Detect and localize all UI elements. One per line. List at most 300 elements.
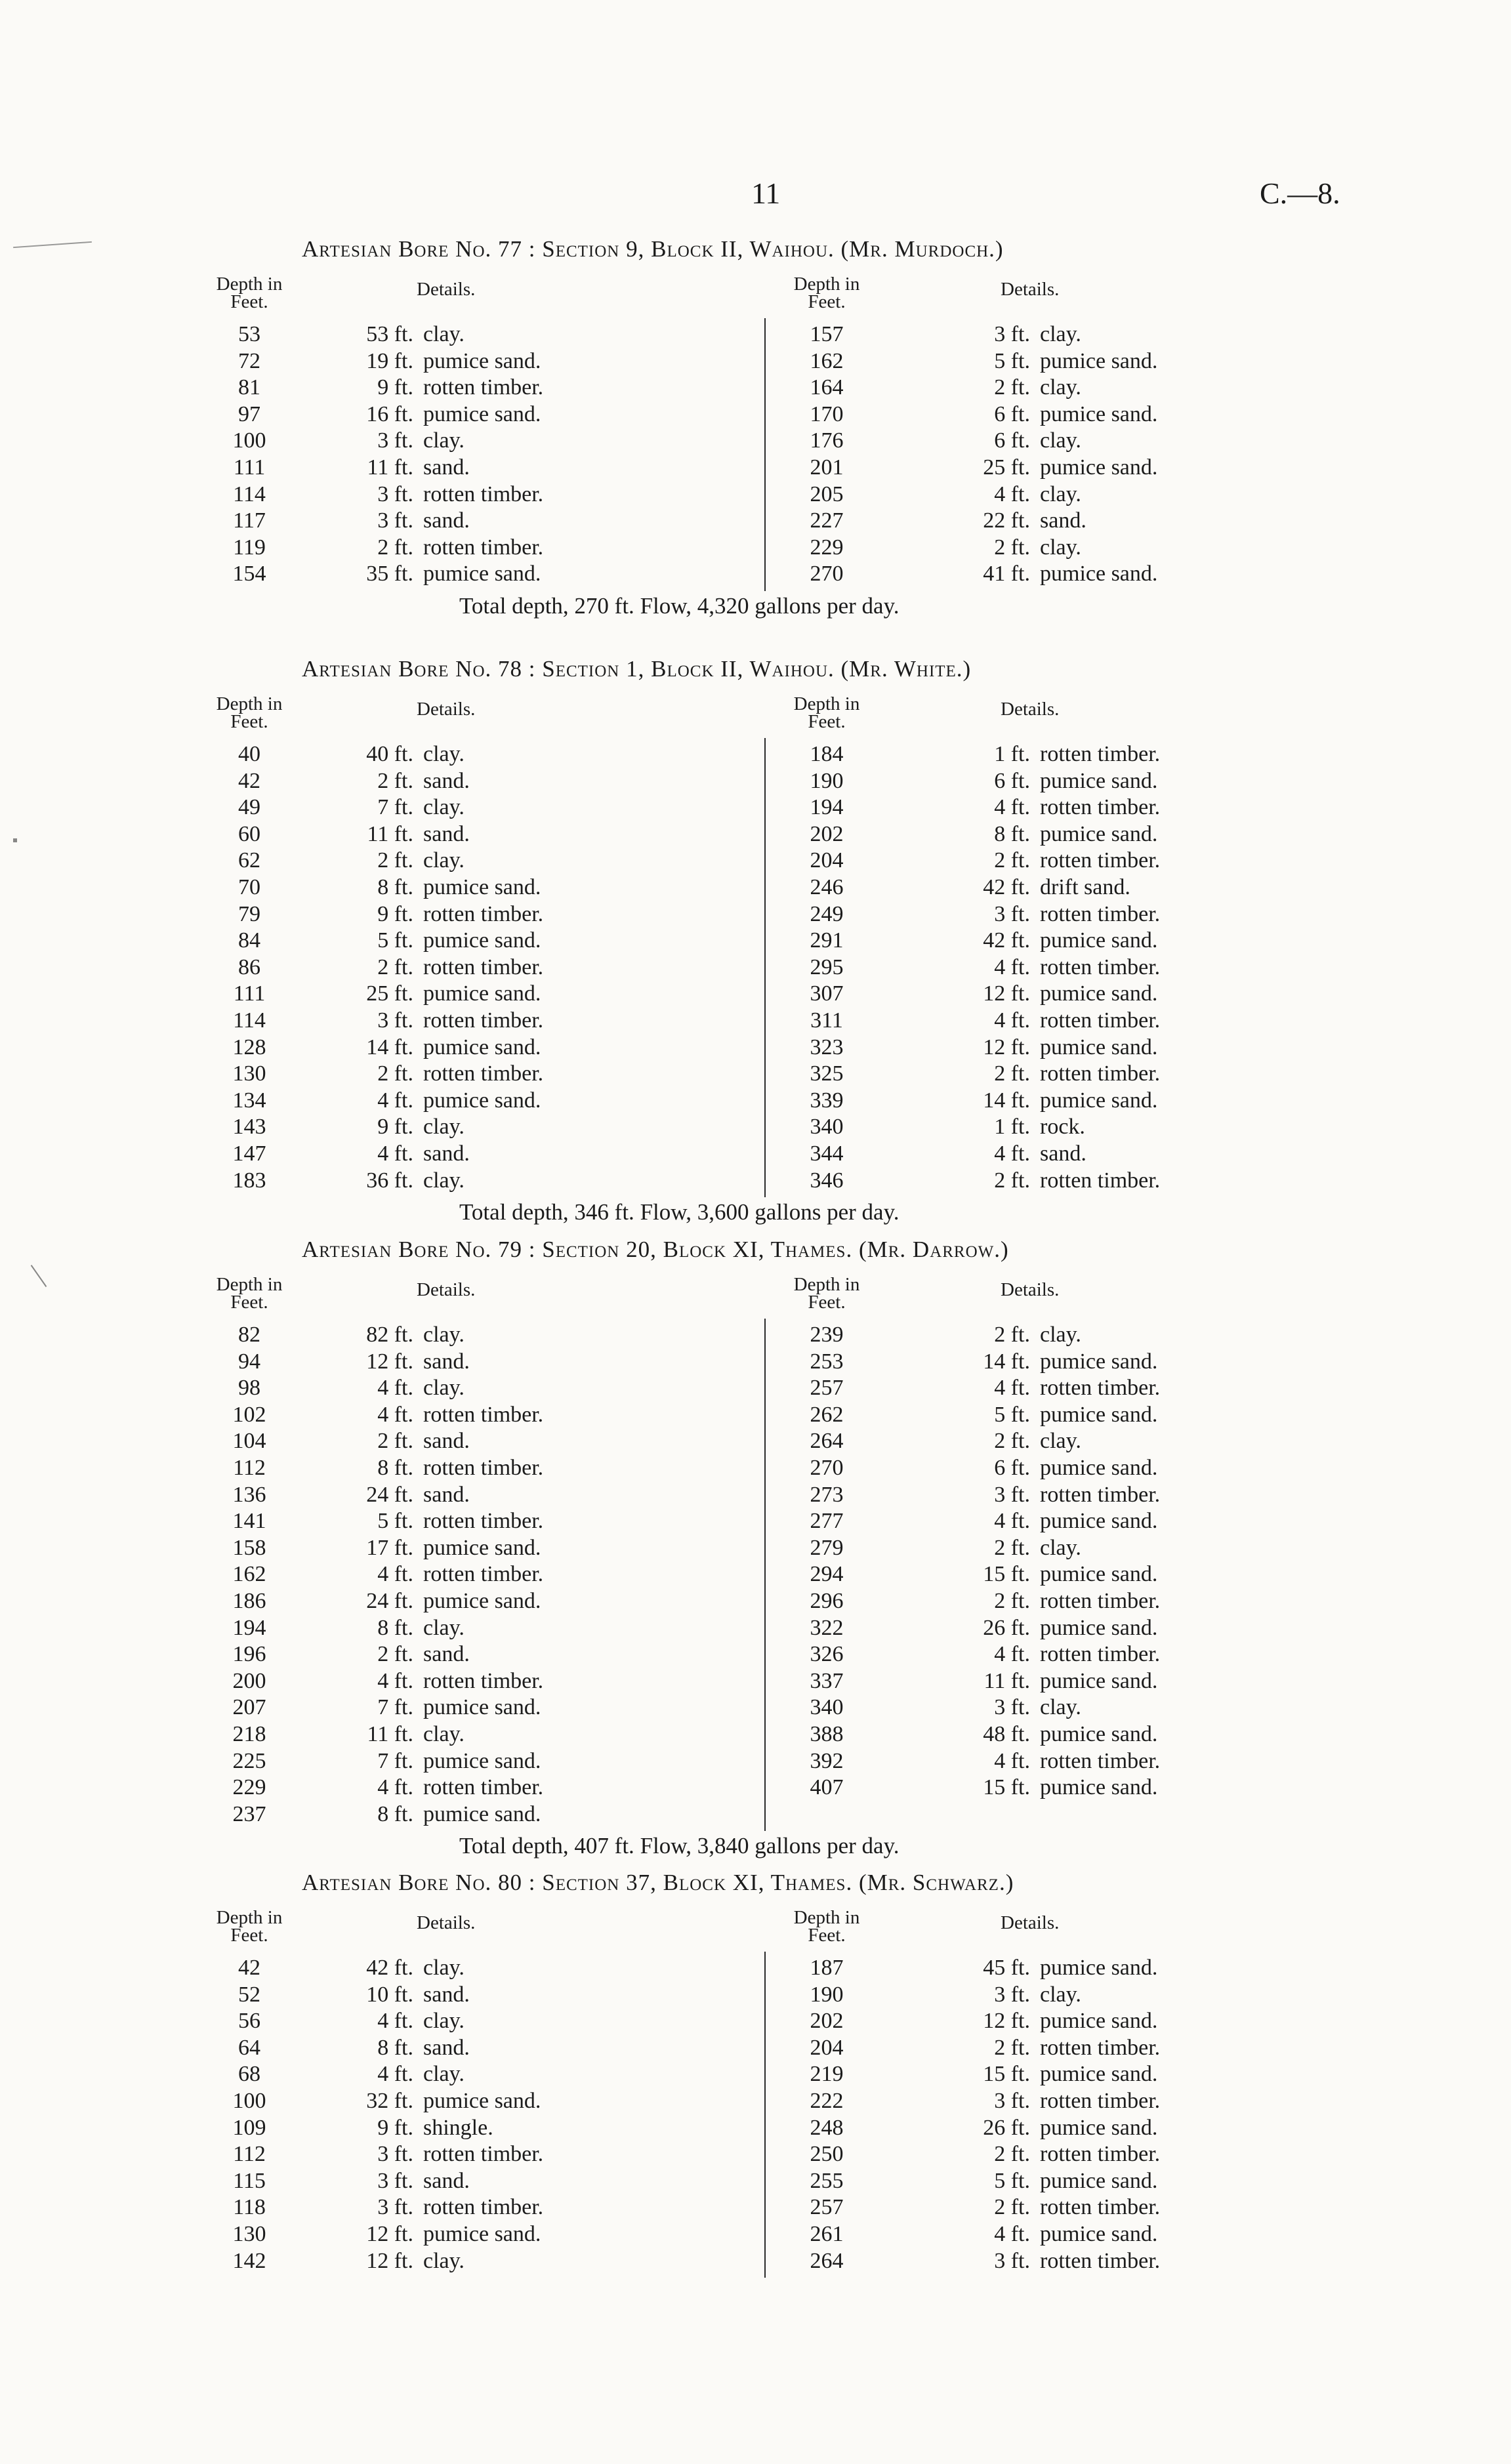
thickness-value: 11 ft. xyxy=(367,821,413,846)
thickness-value: 5 ft. xyxy=(377,1509,413,1534)
depth-value: 112 xyxy=(233,1455,266,1480)
stratum-row xyxy=(774,2194,1233,2221)
stratum-row xyxy=(197,2248,643,2275)
thickness-value: 4 ft. xyxy=(377,1775,413,1800)
thickness-value: 4 ft. xyxy=(994,1141,1030,1166)
material-name: rotten timber. xyxy=(1040,1376,1161,1401)
stratum-row xyxy=(774,1775,1233,1801)
depth-value: 257 xyxy=(810,2195,844,2220)
material-name: shingle. xyxy=(423,2115,493,2140)
stratum-row xyxy=(774,901,1233,928)
thickness-value: 3 ft. xyxy=(994,2248,1030,2273)
depth-value: 176 xyxy=(810,428,844,453)
total-depth: Total depth, 346 ft. xyxy=(459,1199,634,1225)
thickness-value: 25 ft. xyxy=(366,981,413,1006)
thickness-value: 12 ft. xyxy=(983,2009,1030,2034)
material-name: pumice sand. xyxy=(423,1588,541,1613)
material-name: rotten timber. xyxy=(423,1668,544,1693)
depth-value: 225 xyxy=(232,1748,266,1773)
stratum-row xyxy=(774,874,1233,901)
depth-value: 202 xyxy=(810,821,844,846)
material-name: clay. xyxy=(1040,375,1081,400)
material-name: rotten timber. xyxy=(1040,1748,1161,1773)
stratum-row xyxy=(774,1508,1233,1535)
material-name: rotten timber. xyxy=(1040,1482,1161,1507)
stratum-row xyxy=(197,821,643,848)
thickness-value: 15 ft. xyxy=(983,1775,1030,1800)
thickness-value: 6 ft. xyxy=(994,401,1030,426)
stratum-row xyxy=(197,1402,643,1429)
thickness-value: 2 ft. xyxy=(994,1535,1030,1560)
material-name: pumice sand. xyxy=(1040,981,1158,1006)
thickness-value: 4 ft. xyxy=(994,482,1030,506)
depth-value: 205 xyxy=(810,482,844,506)
thickness-value: 15 ft. xyxy=(983,2062,1030,2087)
thickness-value: 22 ft. xyxy=(983,508,1030,533)
material-name: sand. xyxy=(423,1642,470,1667)
depth-value: 253 xyxy=(810,1349,844,1374)
stratum-row xyxy=(774,1035,1233,1061)
material-name: rotten timber. xyxy=(1040,1168,1161,1193)
material-name: clay. xyxy=(1040,482,1081,506)
depth-value: 157 xyxy=(810,322,844,346)
stratum-row xyxy=(774,1482,1233,1509)
stratum-row xyxy=(197,2221,643,2248)
scan-mark xyxy=(13,838,17,842)
stratum-row xyxy=(774,741,1233,768)
depth-value: 194 xyxy=(810,795,844,820)
depth-value: 295 xyxy=(810,955,844,979)
thickness-value: 4 ft. xyxy=(994,955,1030,979)
material-name: pumice sand. xyxy=(1040,1349,1158,1374)
stratum-row xyxy=(197,1801,643,1828)
depth-value: 164 xyxy=(810,375,844,400)
thickness-value: 45 ft. xyxy=(983,1956,1030,1980)
bore-label: Artesian Bore No. 79 xyxy=(302,1237,523,1262)
thickness-value: 8 ft. xyxy=(377,1455,413,1480)
thickness-value: 2 ft. xyxy=(377,1642,413,1667)
depth-value: 184 xyxy=(810,742,844,766)
depth-value: 128 xyxy=(232,1035,266,1059)
bore-title: Artesian Bore No. 79 : Section 20, Block XI, Thames. (Mr. Darrow.) xyxy=(302,1237,1009,1262)
thickness-value: 3 ft. xyxy=(994,1482,1030,1507)
depth-value: 111 xyxy=(233,455,266,480)
depth-value: 97 xyxy=(238,401,260,426)
stratum-row xyxy=(197,2141,643,2168)
bore-owner: (Mr. Murdoch.) xyxy=(840,236,1004,262)
depth-value: 117 xyxy=(233,508,266,533)
depth-value: 250 xyxy=(810,2142,844,2167)
depth-value: 130 xyxy=(232,2221,266,2246)
details-header: Details. xyxy=(1001,1279,1060,1300)
thickness-value: 25 ft. xyxy=(983,455,1030,480)
column-divider xyxy=(764,1952,766,2278)
thickness-value: 1 ft. xyxy=(994,742,1030,766)
details-header: Details. xyxy=(417,699,476,720)
bore-owner: (Mr. White.) xyxy=(840,656,972,682)
depth-value: 109 xyxy=(232,2115,266,2140)
stratum-row xyxy=(774,2061,1233,2088)
scan-mark xyxy=(31,1265,47,1287)
stratum-row xyxy=(197,428,643,455)
material-name: clay. xyxy=(1040,1323,1081,1347)
depth-value: 229 xyxy=(232,1775,266,1800)
material-name: rotten timber. xyxy=(1040,1642,1161,1667)
depth-value: 307 xyxy=(810,981,844,1006)
material-name: rotten timber. xyxy=(423,1775,544,1800)
stratum-row xyxy=(197,1721,643,1748)
depth-value: 142 xyxy=(232,2248,266,2273)
depth-value: 322 xyxy=(810,1615,844,1640)
depth-value: 134 xyxy=(232,1088,266,1113)
material-name: sand. xyxy=(423,1982,470,2007)
thickness-value: 5 ft. xyxy=(994,2168,1030,2193)
material-name: pumice sand. xyxy=(1040,2062,1158,2087)
flow-rate: Flow, 3,600 gallons per day. xyxy=(640,1199,900,1225)
material-name: pumice sand. xyxy=(423,1088,541,1113)
material-name: clay. xyxy=(1040,1429,1081,1454)
depth-value: 326 xyxy=(810,1642,844,1667)
depth-value: 219 xyxy=(810,2062,844,2087)
depth-value: 392 xyxy=(810,1748,844,1773)
material-name: sand. xyxy=(423,1482,470,1507)
thickness-value: 4 ft. xyxy=(994,2221,1030,2246)
stratum-row xyxy=(197,981,643,1008)
thickness-value: 3 ft. xyxy=(377,2195,413,2220)
depth-value: 264 xyxy=(810,2248,844,2273)
material-name: rotten timber. xyxy=(423,482,544,506)
thickness-value: 3 ft. xyxy=(377,2168,413,2193)
thickness-value: 9 ft. xyxy=(377,1115,413,1140)
material-name: clay. xyxy=(423,1721,465,1746)
depth-value: 98 xyxy=(238,1376,260,1401)
thickness-value: 19 ft. xyxy=(366,348,413,373)
material-name: rotten timber. xyxy=(423,2142,544,2167)
stratum-row xyxy=(774,1721,1233,1748)
bore-location: Section 9, Block II, Waihou. xyxy=(542,236,835,262)
strata-list xyxy=(774,741,1233,1194)
depth-value: 264 xyxy=(810,1429,844,1454)
depth-value: 294 xyxy=(810,1562,844,1587)
depth-value: 262 xyxy=(810,1402,844,1427)
stratum-row xyxy=(197,375,643,401)
material-name: pumice sand. xyxy=(1040,562,1158,586)
material-name: clay. xyxy=(423,1168,465,1193)
strata-list xyxy=(197,1322,643,1828)
stratum-row xyxy=(197,348,643,375)
depth-value: 279 xyxy=(810,1535,844,1560)
material-name: pumice sand. xyxy=(1040,1455,1158,1480)
material-name: pumice sand. xyxy=(423,1695,541,1720)
material-name: clay. xyxy=(423,1615,465,1640)
stratum-row xyxy=(774,2115,1233,2142)
stratum-row xyxy=(774,348,1233,375)
material-name: pumice sand. xyxy=(1040,821,1158,846)
stratum-row xyxy=(197,2168,643,2195)
thickness-value: 3 ft. xyxy=(377,2142,413,2167)
stratum-row xyxy=(197,768,643,795)
column-divider xyxy=(764,318,766,591)
thickness-value: 2 ft. xyxy=(994,2142,1030,2167)
depth-value: 246 xyxy=(810,874,844,899)
bore-location: Section 37, Block XI, Thames. xyxy=(542,1870,853,1895)
stratum-row xyxy=(774,821,1233,848)
stratum-row xyxy=(774,321,1233,348)
stratum-row xyxy=(774,1982,1233,2009)
material-name: rotten timber. xyxy=(423,535,544,560)
depth-value: 325 xyxy=(810,1061,844,1086)
material-name: pumice sand. xyxy=(1040,1402,1158,1427)
depth-value: 119 xyxy=(233,535,266,560)
depth-value: 207 xyxy=(232,1695,266,1720)
stratum-row xyxy=(197,508,643,535)
stratum-row xyxy=(774,1641,1233,1668)
depth-value: 337 xyxy=(810,1668,844,1693)
stratum-row xyxy=(197,1035,643,1061)
flow-rate: Flow, 4,320 gallons per day. xyxy=(640,593,900,619)
stratum-row xyxy=(774,455,1233,482)
stratum-row xyxy=(774,1008,1233,1035)
thickness-value: 24 ft. xyxy=(366,1482,413,1507)
total-line xyxy=(459,1199,900,1225)
details-header: Details. xyxy=(417,1912,476,1933)
material-name: drift sand. xyxy=(1040,874,1130,899)
material-name: clay. xyxy=(423,848,465,873)
depth-header: Depth in Feet. xyxy=(216,693,283,732)
material-name: pumice sand. xyxy=(423,2221,541,2246)
material-name: rotten timber. xyxy=(423,1455,544,1480)
material-name: sand. xyxy=(423,821,470,846)
bore-location: Section 1, Block II, Waihou. xyxy=(542,656,835,682)
material-name: rotten timber. xyxy=(423,955,544,979)
thickness-value: 3 ft. xyxy=(377,1008,413,1033)
thickness-value: 2 ft. xyxy=(377,955,413,979)
details-header: Details. xyxy=(1001,699,1060,720)
stratum-row xyxy=(774,2248,1233,2275)
scan-mark xyxy=(13,241,92,248)
material-name: pumice sand. xyxy=(423,928,541,953)
bore-location: Section 20, Block XI, Thames. xyxy=(542,1237,853,1262)
depth-value: 388 xyxy=(810,1721,844,1746)
thickness-value: 4 ft. xyxy=(994,1376,1030,1401)
material-name: pumice sand. xyxy=(1040,2221,1158,2246)
depth-value: 346 xyxy=(810,1168,844,1193)
depth-value: 291 xyxy=(810,928,844,953)
material-name: pumice sand. xyxy=(1040,1956,1158,1980)
thickness-value: 8 ft. xyxy=(994,821,1030,846)
strata-list xyxy=(774,1322,1233,1801)
depth-value: 56 xyxy=(238,2009,260,2034)
thickness-value: 42 ft. xyxy=(366,1956,413,1980)
depth-value: 296 xyxy=(810,1588,844,1613)
thickness-value: 7 ft. xyxy=(377,1695,413,1720)
stratum-row xyxy=(197,1455,643,1482)
bore-title: Artesian Bore No. 78 : Section 1, Block II, Waihou. (Mr. White.) xyxy=(302,656,972,682)
stratum-row xyxy=(197,901,643,928)
material-name: rotten timber. xyxy=(423,2195,544,2220)
thickness-value: 2 ft. xyxy=(994,1061,1030,1086)
thickness-value: 2 ft. xyxy=(994,1588,1030,1613)
depth-value: 72 xyxy=(238,348,260,373)
thickness-value: 3 ft. xyxy=(377,482,413,506)
stratum-row xyxy=(774,401,1233,428)
depth-value: 100 xyxy=(232,2088,266,2113)
depth-value: 141 xyxy=(232,1509,266,1534)
thickness-value: 36 ft. xyxy=(366,1168,413,1193)
depth-value: 136 xyxy=(232,1482,266,1507)
material-name: pumice sand. xyxy=(1040,1668,1158,1693)
thickness-value: 4 ft. xyxy=(377,1141,413,1166)
depth-value: 218 xyxy=(232,1721,266,1746)
depth-value: 115 xyxy=(233,2168,266,2193)
thickness-value: 12 ft. xyxy=(983,981,1030,1006)
material-name: clay. xyxy=(423,1115,465,1140)
depth-value: 143 xyxy=(232,1115,266,1140)
thickness-value: 3 ft. xyxy=(994,1982,1030,2007)
stratum-row xyxy=(197,1508,643,1535)
thickness-value: 4 ft. xyxy=(377,1668,413,1693)
stratum-row xyxy=(197,1322,643,1349)
thickness-value: 12 ft. xyxy=(983,1035,1030,1059)
thickness-value: 9 ft. xyxy=(377,2115,413,2140)
thickness-value: 40 ft. xyxy=(366,742,413,766)
stratum-row xyxy=(197,1061,643,1088)
page-number: 11 xyxy=(751,176,781,210)
stratum-row xyxy=(197,1141,643,1168)
depth-value: 196 xyxy=(232,1642,266,1667)
thickness-value: 53 ft. xyxy=(366,322,413,346)
stratum-row xyxy=(197,1114,643,1141)
material-name: clay. xyxy=(423,2009,465,2034)
stratum-row xyxy=(197,1668,643,1695)
material-name: clay. xyxy=(1040,535,1081,560)
material-name: rotten timber. xyxy=(423,1562,544,1587)
thickness-value: 8 ft. xyxy=(377,874,413,899)
thickness-value: 1 ft. xyxy=(994,1115,1030,1140)
bore-label: Artesian Bore No. 77 xyxy=(302,236,523,262)
depth-value: 40 xyxy=(238,742,260,766)
depth-value: 200 xyxy=(232,1668,266,1693)
stratum-row xyxy=(197,1535,643,1562)
stratum-row xyxy=(774,535,1233,562)
material-name: sand. xyxy=(423,768,470,793)
material-name: rock. xyxy=(1040,1115,1085,1140)
material-name: clay. xyxy=(423,1956,465,1980)
depth-value: 270 xyxy=(810,1455,844,1480)
thickness-value: 6 ft. xyxy=(994,1455,1030,1480)
thickness-value: 2 ft. xyxy=(994,535,1030,560)
depth-value: 94 xyxy=(238,1349,260,1374)
material-name: rotten timber. xyxy=(423,1509,544,1534)
thickness-value: 42 ft. xyxy=(983,874,1030,899)
depth-value: 114 xyxy=(233,1008,266,1033)
material-name: rotten timber. xyxy=(1040,795,1161,820)
stratum-row xyxy=(774,794,1233,821)
material-name: pumice sand. xyxy=(1040,1509,1158,1534)
thickness-value: 4 ft. xyxy=(994,1642,1030,1667)
thickness-value: 3 ft. xyxy=(994,901,1030,926)
details-header: Details. xyxy=(417,1279,476,1300)
stratum-row xyxy=(197,2088,643,2115)
depth-value: 60 xyxy=(238,821,260,846)
flow-rate: Flow, 3,840 gallons per day. xyxy=(640,1833,900,1859)
material-name: sand. xyxy=(423,1349,470,1374)
thickness-value: 8 ft. xyxy=(377,1801,413,1826)
depth-value: 68 xyxy=(238,2062,260,2087)
depth-value: 270 xyxy=(810,562,844,586)
depth-header: Depth in Feet. xyxy=(793,1907,860,1946)
details-header: Details. xyxy=(1001,1912,1060,1933)
stratum-row xyxy=(774,2141,1233,2168)
material-name: pumice sand. xyxy=(1040,1615,1158,1640)
depth-value: 194 xyxy=(232,1615,266,1640)
thickness-value: 3 ft. xyxy=(994,2088,1030,2113)
stratum-row xyxy=(774,508,1233,535)
thickness-value: 7 ft. xyxy=(377,795,413,820)
stratum-row xyxy=(774,1402,1233,1429)
stratum-row xyxy=(197,2008,643,2035)
stratum-row xyxy=(197,741,643,768)
depth-value: 190 xyxy=(810,768,844,793)
thickness-value: 2 ft. xyxy=(994,2035,1030,2060)
depth-value: 340 xyxy=(810,1115,844,1140)
depth-header: Depth in Feet. xyxy=(793,693,860,732)
material-name: pumice sand. xyxy=(1040,1035,1158,1059)
material-name: pumice sand. xyxy=(1040,1775,1158,1800)
material-name: pumice sand. xyxy=(423,1748,541,1773)
material-name: rotten timber. xyxy=(1040,1008,1161,1033)
thickness-value: 2 ft. xyxy=(377,1061,413,1086)
stratum-row xyxy=(197,1588,643,1615)
stratum-row xyxy=(774,482,1233,508)
thickness-value: 2 ft. xyxy=(377,848,413,873)
thickness-value: 9 ft. xyxy=(377,375,413,400)
material-name: pumice sand. xyxy=(423,348,541,373)
thickness-value: 7 ft. xyxy=(377,1748,413,1773)
thickness-value: 4 ft. xyxy=(377,1562,413,1587)
stratum-row xyxy=(197,535,643,562)
stratum-row xyxy=(197,1168,643,1195)
stratum-row xyxy=(774,1428,1233,1455)
stratum-row xyxy=(197,1775,643,1801)
stratum-row xyxy=(197,2115,643,2142)
stratum-row xyxy=(774,928,1233,955)
stratum-row xyxy=(774,1088,1233,1115)
stratum-row xyxy=(774,1141,1233,1168)
depth-value: 249 xyxy=(810,901,844,926)
stratum-row xyxy=(774,1694,1233,1721)
stratum-row xyxy=(774,1561,1233,1588)
depth-value: 82 xyxy=(238,1323,260,1347)
thickness-value: 2 ft. xyxy=(994,1168,1030,1193)
thickness-value: 32 ft. xyxy=(366,2088,413,2113)
thickness-value: 5 ft. xyxy=(994,1402,1030,1427)
thickness-value: 3 ft. xyxy=(377,428,413,453)
total-line xyxy=(459,593,900,619)
material-name: clay. xyxy=(1040,1535,1081,1560)
stratum-row xyxy=(197,1694,643,1721)
material-name: rotten timber. xyxy=(423,1402,544,1427)
material-name: clay. xyxy=(423,322,465,346)
thickness-value: 42 ft. xyxy=(983,928,1030,953)
thickness-value: 4 ft. xyxy=(377,1376,413,1401)
material-name: sand. xyxy=(1040,1141,1087,1166)
thickness-value: 4 ft. xyxy=(994,795,1030,820)
depth-value: 202 xyxy=(810,2009,844,2034)
stratum-row xyxy=(197,455,643,482)
stratum-row xyxy=(197,1088,643,1115)
depth-value: 407 xyxy=(810,1775,844,1800)
